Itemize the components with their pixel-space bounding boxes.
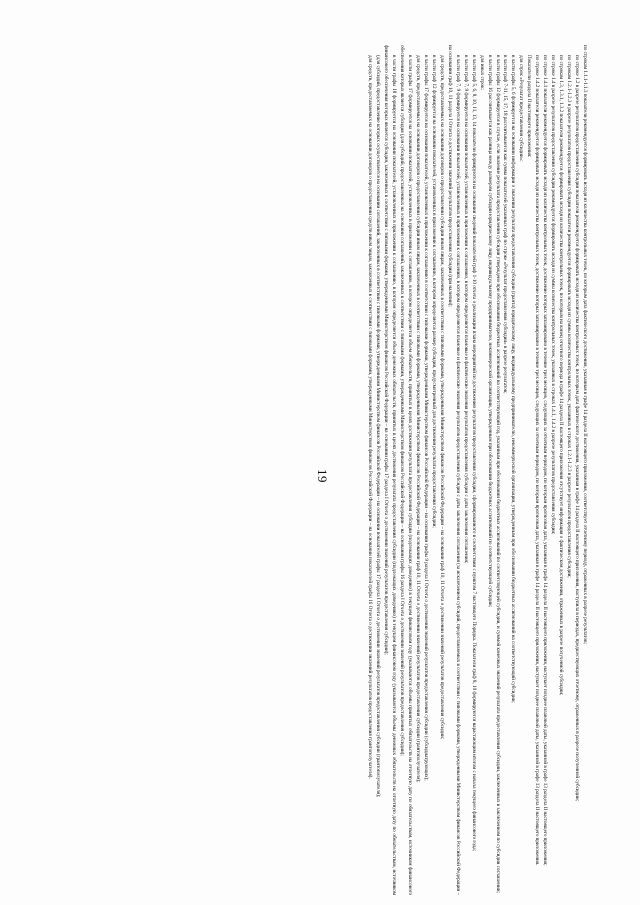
paragraph: для средств, предоставляемых на основании договоров о предоставлении субсидии иным лицам, заключенных в соответствии с типовыми формами, утвержденными Министерством финансов Российской Федерации – на основании граф 10, 11 Отчета о достижении значений результатов предоставления субсидии (грантополучателя); [414,55,421,783]
section-heading: Показатели раздела II настоящего приложения: [526,55,533,158]
paragraph: по строкам 1.1.1-1.1.3 показатели рекомендуется формировать исходя из количества контрольных точек, по которым дата фактического достижения, указанная в графе 14 раздела II настоящего приложения, соответствует отчетному периоду, отраженных в разрезе результатов; [582,45,588,644]
paragraph: по строкам 1.2.1-1.2.3 в разрезе результатов предоставления субсидии показатели рекомендуется формировать исходя из суммы количества контрольных точек, указанных в строках 1.2.1-1.2.3 в разрезе результатов предоставления субсидии; [566,55,573,578]
paragraph: по строкам 1.3, 1.3.1, 1.3.2 показатели рекомендуется формировать исходя из количества контрольных точек, по которым на конец отчетного периода в графе 14 раздела II настоящего приложения отсутствует информация о фактическом достижении, отраженных в разрезе полученной субсидии; [558,55,565,696]
rotated-text-block [88,45,588,895]
paragraph: для иных строк: [478,55,485,90]
paragraph: в части графы 17 формируется на основании показателей, установленных в приложении к соглашению, в котором определяется объем обязательств, принятых в целях достижения результата предоставления субсидии (подлежащих доведению) в текущем финансовом году (указываются объемы принятых обязательств на отчетную дату по обязательствам, источником финансового обеспечения которых является субсидия (для субсидий, предоставленных на основании соглашений, заключенных в соответствии с типовыми формами, утвержденными Министерством финансов Российской Федерации – на основании графы 16 раздела I Отчета о достижении значений результатов предоставления субсидии); [399,45,414,895]
paragraph: в части граф 5, 6, 8, 10, 11, 13, 14 показатели формируются на основании сведений показателей граф 1-10 отчета о реализации плана мероприятий по достижению результатов предоставления субсидии, сформированного в соответствии с пунктом 7 настоящего Порядка. Показатели граф 8, 10 формируются нарастающим итогом с начала текущего финансового года; [470,55,477,852]
paragraph: в части графы 16 рассчитывается как разница между размером субсидии юридическому лицу, индивидуальному предпринимателю, некоммерческой организации, утвержденным при обосновании бюджетных ассигнований по соответствующей субсидии; [486,55,493,608]
page-number: 19 [315,469,330,483]
paragraph: для средств, предоставляемых на основании договоров о предоставлении средств иным лицам, заключенных в соответствии с типовыми формами, утвержденными Министерством финансов Российской Федерации – на основании показателей графы 16 Отчета о достижении значений результатов предоставления грантополучателя). [367,55,374,779]
paragraph: в части граф 7, 9 формируется на основании показателей, установленных в приложении к соглашению, в котором определяются плановые и фактические значения результатов предоставления субсидии с даты заключения соглашения; [462,55,469,564]
paragraph: в части граф 12 формируется на основании показателей, установленных в приложении к соглашению, в котором определяется размер субсидии, предусмотренный для достижения результата предоставления субсидии; [430,55,437,528]
paragraph: по строке 1.2 в разрезе результатов предоставления субсидии показатели рекомендуется формировать исходя из количества контрольных точек, по которым дата фактического достижения, указанная в графе 14 раздела II настоящего приложения, наступила в периодах, предшествующих отчетному, отраженных в разрезе полученной субсидии; [574,55,581,802]
paragraph: (для субсидий, предоставление которых осуществляется на основании соглашений, заключенных в соответствии с типовыми формами, утвержденными Министерством финансов Российской Федерации – на основании показателей графы 17 раздела I Отчета о достижении значений результатов предоставления субсидии (грантополучателя); [375,55,382,798]
paragraph: по строке 1.4.2 показатели рекомендуется формировать исходя из количества контрольных точек, достижение которых запланировано в течение трех месяцев, следующих за отчетным периодом, по которым прогнозная дата, указанная в графе 14 раздела II настоящего приложения, наступает позднее плановой даты, указанной в графе 13 раздела II настоящего приложения. [534,55,541,866]
paragraph: для средств, предоставляемых на основании договоров о предоставлении субсидии иным лицам, заключенных в соответствии с типовыми формами, утвержденными Министерством финансов Российской Федерации – на основании граф 10, 11 Отчета о достижении значений результатов предоставления субсидии; [438,55,445,740]
paragraph: в части граф 7, 9 формируется на основании показателей, установленных в приложении к соглашению, в котором определяются плановые и фактические значения результатов предоставления субсидии с даты заключения соглашения (за исключением субсидий, предоставляемых в соответствии с типовыми формами, утвержденными Министерством финансов Российской Федерации – на основании граф 10, 11 раздела I Отчета о достижении значений результатов предоставления субсидии (при наличии); [446,45,461,895]
paragraph: по строке 1.4.1 показатели рекомендуется формировать исходя из количества контрольных точек, достижение которых запланировано в течение трех месяцев, следующих за отчетным периодом, по которым прогнозная дата, указанная в графе 14 раздела II настоящего приложения, наступает позднее плановой даты, указанной в графе 13 раздела II настоящего приложения; [542,55,549,866]
paragraph: в части графы 18 формируется на основании показателей, установленных в приложении к соглашению, в котором определяется объем денежных обязательств, принятых в целях достижения результата предоставления субсидии (подлежащих доведению) в текущем финансовом году (указываются объемы денежных обязательств на отчетную дату по обязательствам, источником финансового обеспечения которых является субсидия, заключенных в соответствии с типовыми формами, утвержденными Министерством финансов Российской Федерации – на основании графы 17 раздела I Отчета о достижении значений результатов предоставления субсидии); [383,45,398,895]
paragraph: в части граф 7-11, 15, 17, 18 рассчитываются как сумма показателей указанных граф по строке «Результат предоставления субсидии» в разрезе результатов; [502,55,509,394]
paragraph: в части графы 5, 6 формируется на основании информации о значении результата предоставления субсидии (гранта) юридическому лицу, индивидуальному предпринимателю, некоммерческой организации, утвержденным при обосновании бюджетных ассигнований на соответствующий субсидии; [510,55,517,703]
paragraph: в части графы 17 формируется на основании показателей, установленных в приложении к соглашению в соответствии с типовыми формами, утвержденными Министерством финансов Российской Федерации – на основании графы 9 раздела I Отчета о достижении значений результатов предоставления субсидии (субсидиатрующих); [422,55,429,781]
paragraph: для строк «Результат предоставления субсидии»: [518,55,525,162]
paragraph: в части графы 12 формируется в случае, если значение результата предоставления субсидии утверждено при обосновании бюджетных ассигнований на соответствующий год, указанным при обосновании бюджетных ассигнований по соответствующей субсидии, и суммой конечных значений результата предоставления субсидии, заключенных в заключенном по субсидии соглашении; [494,55,501,893]
paragraph: по строке 1.4 в разрезе результатов предоставления субсидии рекомендуется формировать исходя из суммы количества контрольных точек, указанных в строках 1.4.1, 1.4.2 в разрезе результатов предоставления субсидии; [550,55,557,535]
